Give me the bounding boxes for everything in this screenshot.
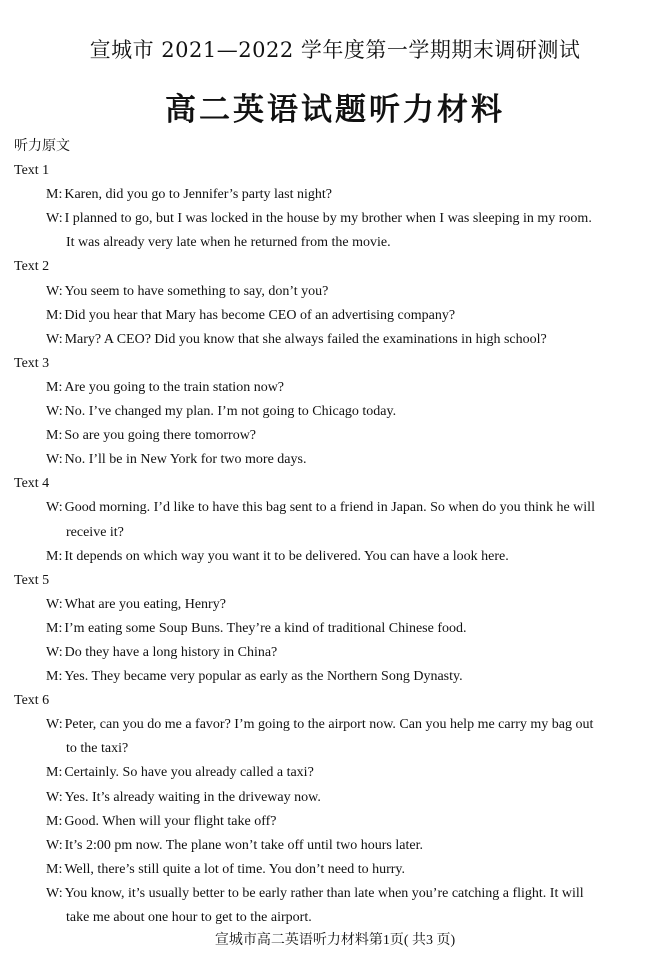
speaker-label: W:: [46, 885, 63, 901]
dialogue-line: [14, 424, 659, 448]
dialogue-text: Are you going to the train station now?: [64, 379, 285, 395]
speaker-label: W:: [46, 331, 63, 347]
speaker-label: M:: [46, 548, 63, 564]
dialogue-line: [14, 593, 659, 617]
dialogue-line: [14, 376, 659, 400]
dialogue-line: [14, 641, 659, 665]
speaker-label: W:: [46, 211, 63, 227]
dialogue-line: [14, 400, 659, 424]
dialogue-line: [14, 183, 659, 207]
text-2-label: Text 2: [14, 259, 50, 275]
page-title: 高二英语试题听力材料: [165, 92, 505, 128]
dialogue-text: I’m eating some Soup Buns. They’re a kind of traditional Chinese food.: [64, 620, 467, 636]
dialogue-text: Well, there’s still quite a lot of time. You don’t need to hurry.: [64, 861, 406, 877]
dialogue-text: Yes. It’s already waiting in the driveway now.: [64, 789, 321, 805]
speaker-label: W:: [46, 596, 63, 612]
dialogue-line: [14, 882, 659, 906]
dialogue-line: [14, 761, 659, 785]
dialogue-line: [14, 617, 659, 641]
text-6-label: Text 6: [14, 693, 50, 709]
dialogue-text: So are you going there tomorrow?: [64, 428, 257, 444]
speaker-label: M:: [46, 861, 63, 877]
dialogue-text: Did you hear that Mary has become CEO of an advertising company?: [64, 307, 456, 323]
dialogue-continuation: It was already very late when he returned from the movie.: [66, 235, 391, 251]
speaker-label: W:: [46, 500, 63, 516]
dialogue-line: [14, 448, 659, 472]
speaker-label: M:: [46, 307, 63, 323]
dialogue-continuation: receive it?: [66, 524, 124, 540]
dialogue-line: [14, 545, 659, 569]
speaker-label: M:: [46, 379, 63, 395]
speaker-label: M:: [46, 620, 63, 636]
dialogue-text: What are you eating, Henry?: [64, 596, 226, 612]
dialogue-line: [14, 810, 659, 834]
dialogue-text: Karen, did you go to Jennifer’s party last night?: [64, 187, 332, 203]
speaker-label: W:: [46, 283, 63, 299]
dialogue-text: Do they have a long history in China?: [64, 644, 278, 660]
text-1-label: Text 1: [14, 163, 50, 179]
text-4-label: Text 4: [14, 476, 50, 492]
dialogue-line: [14, 280, 659, 304]
dialogue-text: Yes. They became very popular as early as the Northern Song Dynasty.: [64, 669, 463, 685]
speaker-label: W:: [46, 837, 63, 853]
dialogue-text: It depends on which way you want it to be delivered. You can have a look here.: [64, 548, 509, 564]
dialogue-text: Peter, can you do me a favor? I’m going to the airport now. Can you help me carry my bag out: [64, 717, 594, 733]
speaker-label: M:: [46, 813, 63, 829]
dialogue-text: You know, it’s usually better to be early rather than late when you’re catching a flight. It will: [64, 885, 584, 901]
dialogue-line: [14, 858, 659, 882]
speaker-label: M:: [46, 669, 63, 685]
dialogue-continuation: to the taxi?: [66, 741, 129, 757]
dialogue-line: [14, 834, 659, 858]
speaker-label: W:: [46, 644, 63, 660]
speaker-label: W:: [46, 789, 63, 805]
dialogue-line: [14, 304, 659, 328]
speaker-label: W:: [46, 404, 63, 420]
dialogue-line: [14, 496, 659, 520]
dialogue-line: [14, 713, 659, 737]
speaker-label: M:: [46, 765, 63, 781]
transcript-body: [14, 135, 659, 930]
dialogue-text: You seem to have something to say, don’t you?: [64, 283, 329, 299]
dialogue-text: Good morning. I’d like to have this bag sent to a friend in Japan. So when do you think he will: [64, 500, 595, 516]
speaker-label: M:: [46, 428, 63, 444]
dialogue-text: No. I’ve changed my plan. I’m not going to Chicago today.: [64, 404, 397, 420]
dialogue-text: Certainly. So have you already called a taxi?: [64, 765, 314, 781]
dialogue-line: [14, 328, 659, 352]
dialogue-line: [14, 786, 659, 810]
dialogue-line: [14, 665, 659, 689]
text-3-label: Text 3: [14, 355, 50, 371]
page-footer: 宣城市高二英语听力材料第1页( 共3 页): [214, 933, 456, 948]
speaker-label: W:: [46, 717, 63, 733]
dialogue-text: No. I’ll be in New York for two more days.: [64, 452, 307, 468]
dialogue-line: [14, 207, 659, 231]
dialogue-text: Good. When will your flight take off?: [64, 813, 277, 829]
dialogue-text: I planned to go, but I was locked in the house by my brother when I was sleeping in my room.: [64, 211, 592, 227]
speaker-label: W:: [46, 452, 63, 468]
section-heading: 听力原文: [14, 139, 70, 154]
text-5-label: Text 5: [14, 572, 50, 588]
exam-title: 宣城市 2021—2022 学年度第一学期期末调研测试: [89, 38, 581, 62]
dialogue-text: Mary? A CEO? Did you know that she always failed the examinations in high school?: [64, 331, 547, 347]
dialogue-continuation: take me about one hour to get to the airport.: [66, 910, 312, 925]
speaker-label: M:: [46, 187, 63, 203]
dialogue-text: It’s 2:00 pm now. The plane won’t take off until two hours later.: [64, 837, 423, 853]
